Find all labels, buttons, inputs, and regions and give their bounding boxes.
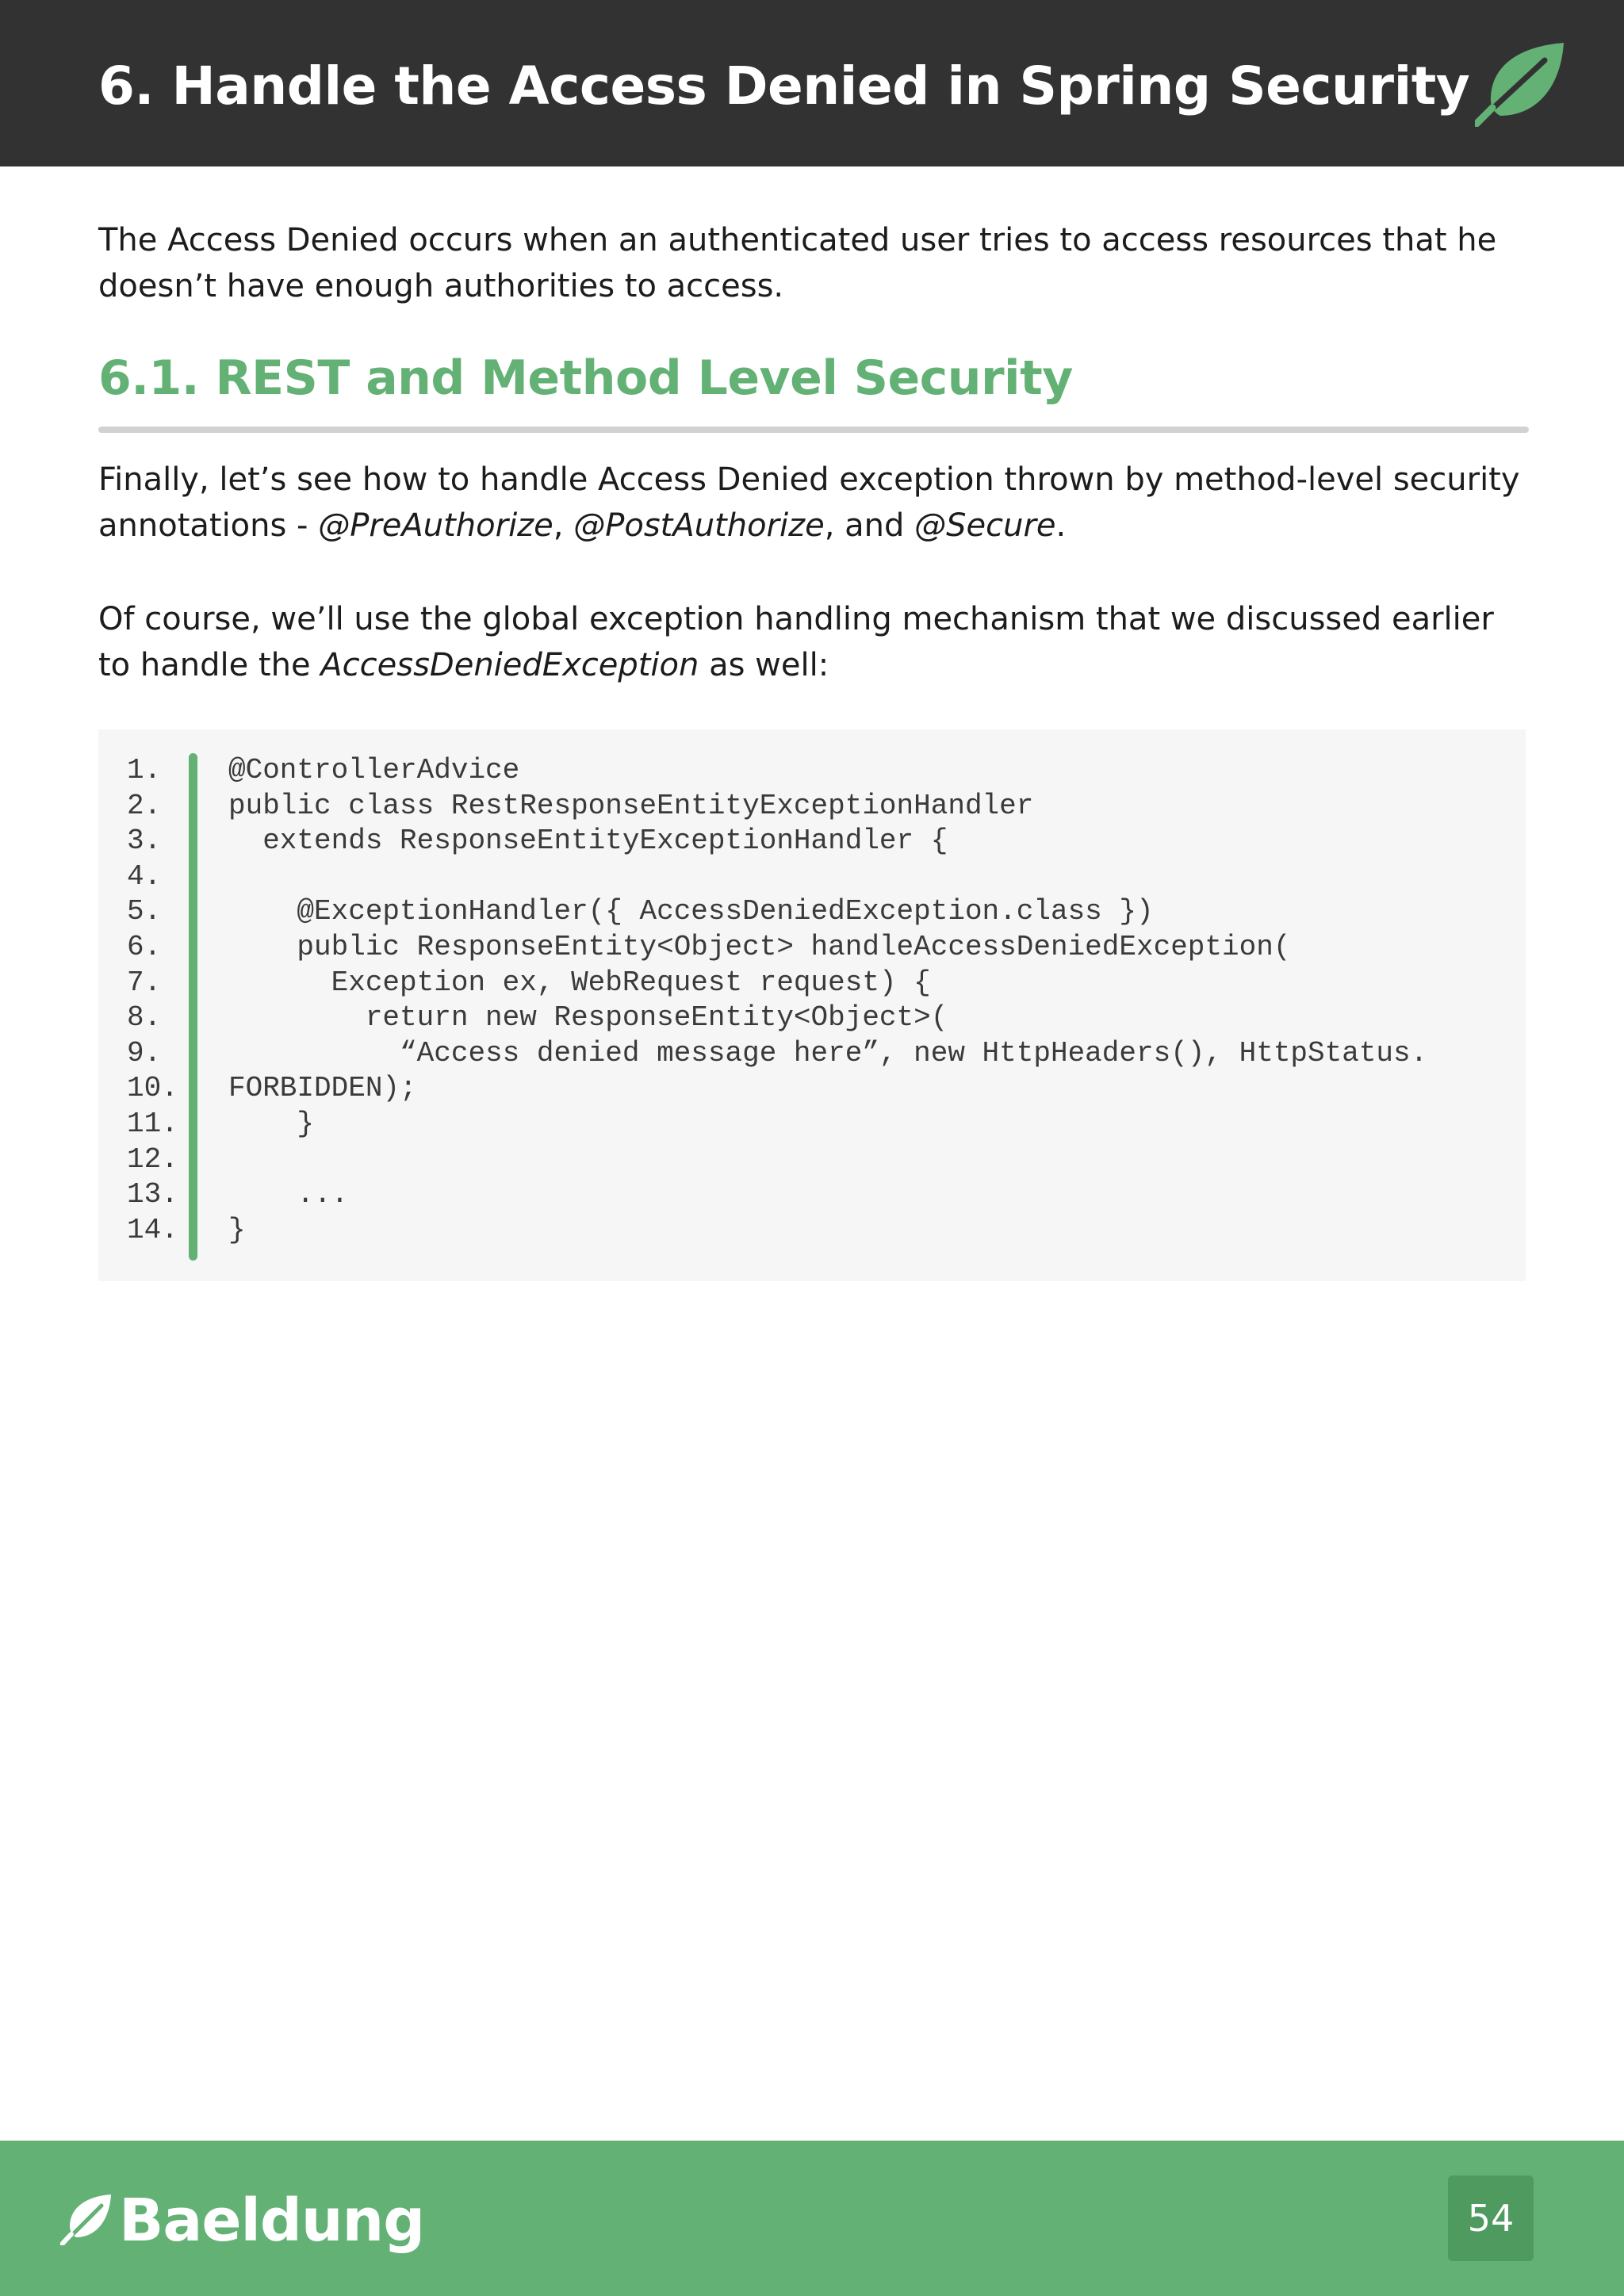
line-number: 8. xyxy=(127,1001,162,1035)
handler-paragraph-text: Of course, we’ll use the global exception handling mechanism that we discussed earlier to handle the xyxy=(98,601,1494,683)
page-number: 54 xyxy=(1467,2197,1515,2240)
line-number: 14. xyxy=(127,1213,178,1246)
code-text: extends ResponseEntityExceptionHandler { xyxy=(228,825,948,858)
line-number: 10. xyxy=(127,1072,178,1105)
line-number: 6. xyxy=(127,930,162,963)
code-text: “Access denied message here”, new HttpHeaders(), HttpStatus. xyxy=(228,1036,1428,1070)
line-number: 9. xyxy=(127,1036,162,1070)
preauthorize-annotation: @PreAuthorize xyxy=(318,507,553,544)
code-text: Exception ex, WebRequest request) { xyxy=(228,966,931,999)
line-number: 4. xyxy=(127,859,162,893)
line-number: 5. xyxy=(127,895,162,928)
handler-paragraph-end: as well: xyxy=(699,647,829,683)
line-number: 3. xyxy=(127,825,162,858)
code-text: ... xyxy=(228,1178,349,1211)
line-number: 13. xyxy=(127,1178,178,1211)
line-number: 1. xyxy=(127,754,162,786)
code-text: FORBIDDEN); xyxy=(228,1072,417,1105)
leaf-icon xyxy=(1475,40,1567,127)
separator: , xyxy=(553,507,574,544)
handler-paragraph xyxy=(98,596,1526,688)
line-number: 7. xyxy=(127,966,162,999)
line-number: 2. xyxy=(127,789,162,822)
annotations-paragraph xyxy=(98,457,1526,549)
page-header xyxy=(0,0,1624,166)
sentence-end: . xyxy=(1055,507,1067,544)
annotations-paragraph-text: Finally, let’s see how to handle Access Denied exception thrown by method-level security annotations - xyxy=(98,461,1520,544)
secure-annotation: @Secure xyxy=(914,507,1056,544)
code-text: } xyxy=(228,1107,315,1140)
brand-name: Baeldung xyxy=(119,2187,425,2255)
postauthorize-annotation: @PostAuthorize xyxy=(573,507,825,544)
section-title: 6.1. REST and Method Level Security xyxy=(98,350,1073,406)
code-block xyxy=(98,729,1526,1281)
code-text: } xyxy=(228,1213,246,1246)
page-footer xyxy=(0,2141,1624,2296)
code-text: public class RestResponseEntityExceptionHandler xyxy=(228,789,1034,822)
chapter-title: 6. Handle the Access Denied in Spring Security xyxy=(98,55,1470,117)
line-number: 11. xyxy=(127,1107,178,1140)
leaf-icon xyxy=(60,2193,113,2245)
access-denied-exception-term: AccessDeniedException xyxy=(320,647,699,683)
separator: , and xyxy=(824,507,915,544)
code-text: @ExceptionHandler({ AccessDeniedException.class }) xyxy=(228,895,1154,928)
page-number-badge xyxy=(1448,2175,1534,2261)
section-divider xyxy=(98,427,1529,433)
line-number: 12. xyxy=(127,1142,178,1176)
code-text: public ResponseEntity<Object> handleAccessDeniedException( xyxy=(228,930,1291,963)
code-text: return new ResponseEntity<Object>( xyxy=(228,1001,948,1035)
intro-paragraph: The Access Denied occurs when an authenticated user tries to access resources that he doesn’t have enough authorities to access. xyxy=(98,222,1497,304)
code-text: @ControllerAdvice xyxy=(228,754,520,786)
